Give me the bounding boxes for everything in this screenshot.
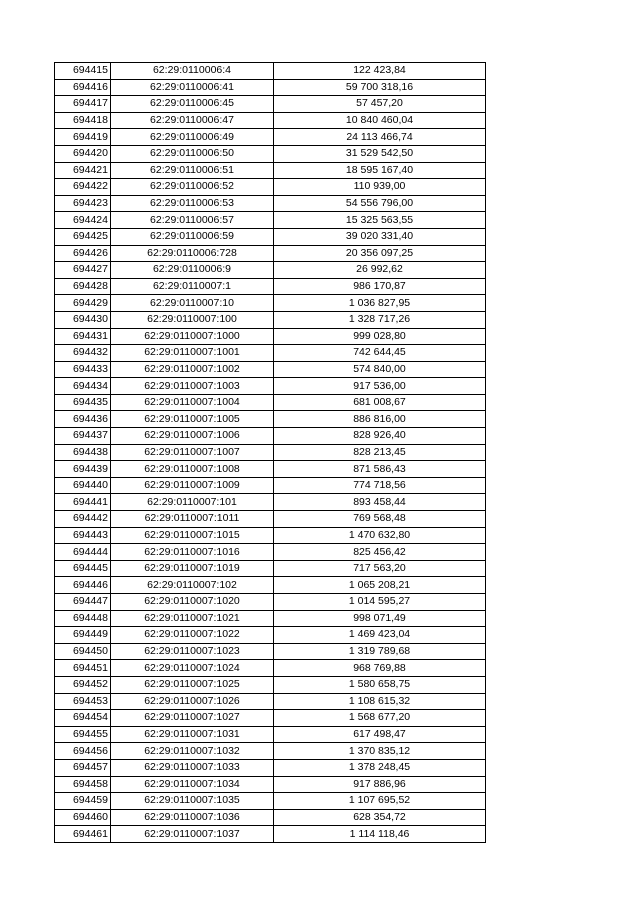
- value-cell: 717 563,20: [274, 560, 486, 577]
- value-cell: 998 071,49: [274, 610, 486, 627]
- value-cell: 1 328 717,26: [274, 311, 486, 328]
- row-id-cell: 694452: [55, 676, 111, 693]
- value-cell: 825 456,42: [274, 544, 486, 561]
- row-id-cell: 694443: [55, 527, 111, 544]
- value-cell: 574 840,00: [274, 361, 486, 378]
- cadastral-number-cell: 62:29:0110007:1025: [111, 676, 274, 693]
- row-id-cell: 694423: [55, 195, 111, 212]
- table-row: [55, 743, 486, 760]
- table-row: [55, 63, 486, 80]
- value-cell: 1 107 695,52: [274, 793, 486, 810]
- table-row: [55, 726, 486, 743]
- cadastral-number-cell: 62:29:0110007:1: [111, 278, 274, 295]
- row-id-cell: 694435: [55, 394, 111, 411]
- cadastral-number-cell: 62:29:0110006:45: [111, 96, 274, 113]
- value-cell: 1 014 595,27: [274, 594, 486, 611]
- cadastral-value-table: [54, 62, 486, 843]
- value-cell: 968 769,88: [274, 660, 486, 677]
- cadastral-number-cell: 62:29:0110007:1007: [111, 444, 274, 461]
- table-row: [55, 162, 486, 179]
- row-id-cell: 694453: [55, 693, 111, 710]
- cadastral-number-cell: 62:29:0110007:102: [111, 577, 274, 594]
- cadastral-number-cell: 62:29:0110007:1034: [111, 776, 274, 793]
- table-row: [55, 378, 486, 395]
- value-cell: 774 718,56: [274, 477, 486, 494]
- row-id-cell: 694449: [55, 627, 111, 644]
- value-cell: 57 457,20: [274, 96, 486, 113]
- value-cell: 18 595 167,40: [274, 162, 486, 179]
- table-row: [55, 411, 486, 428]
- value-cell: 886 816,00: [274, 411, 486, 428]
- row-id-cell: 694444: [55, 544, 111, 561]
- cadastral-number-cell: 62:29:0110007:1022: [111, 627, 274, 644]
- table-row: [55, 112, 486, 129]
- cadastral-number-cell: 62:29:0110007:1016: [111, 544, 274, 561]
- table-row: [55, 444, 486, 461]
- row-id-cell: 694424: [55, 212, 111, 229]
- cadastral-number-cell: 62:29:0110007:1031: [111, 726, 274, 743]
- cadastral-number-cell: 62:29:0110007:1019: [111, 560, 274, 577]
- row-id-cell: 694417: [55, 96, 111, 113]
- row-id-cell: 694437: [55, 428, 111, 445]
- table-body: [55, 63, 486, 843]
- value-cell: 1 470 632,80: [274, 527, 486, 544]
- table-row: [55, 627, 486, 644]
- table-row: [55, 129, 486, 146]
- table-row: [55, 793, 486, 810]
- value-cell: 1 319 789,68: [274, 643, 486, 660]
- table-row: [55, 527, 486, 544]
- row-id-cell: 694458: [55, 776, 111, 793]
- cadastral-number-cell: 62:29:0110007:1021: [111, 610, 274, 627]
- row-id-cell: 694456: [55, 743, 111, 760]
- row-id-cell: 694420: [55, 145, 111, 162]
- table-row: [55, 511, 486, 528]
- table-row: [55, 594, 486, 611]
- table-row: [55, 262, 486, 279]
- value-cell: 110 939,00: [274, 179, 486, 196]
- row-id-cell: 694428: [55, 278, 111, 295]
- table-row: [55, 560, 486, 577]
- value-cell: 39 020 331,40: [274, 228, 486, 245]
- document-page: [54, 62, 486, 843]
- cadastral-number-cell: 62:29:0110007:1036: [111, 809, 274, 826]
- value-cell: 54 556 796,00: [274, 195, 486, 212]
- value-cell: 893 458,44: [274, 494, 486, 511]
- table-row: [55, 228, 486, 245]
- cadastral-number-cell: 62:29:0110007:1005: [111, 411, 274, 428]
- table-row: [55, 96, 486, 113]
- table-row: [55, 428, 486, 445]
- value-cell: 1 114 118,46: [274, 826, 486, 843]
- row-id-cell: 694451: [55, 660, 111, 677]
- table-row: [55, 676, 486, 693]
- row-id-cell: 694425: [55, 228, 111, 245]
- table-row: [55, 759, 486, 776]
- cadastral-number-cell: 62:29:0110007:1020: [111, 594, 274, 611]
- cadastral-number-cell: 62:29:0110006:728: [111, 245, 274, 262]
- value-cell: 628 354,72: [274, 809, 486, 826]
- value-cell: 1 370 835,12: [274, 743, 486, 760]
- row-id-cell: 694442: [55, 511, 111, 528]
- cadastral-number-cell: 62:29:0110007:10: [111, 295, 274, 312]
- cadastral-number-cell: 62:29:0110007:1027: [111, 710, 274, 727]
- table-row: [55, 361, 486, 378]
- row-id-cell: 694446: [55, 577, 111, 594]
- cadastral-number-cell: 62:29:0110007:100: [111, 311, 274, 328]
- cadastral-number-cell: 62:29:0110007:1008: [111, 461, 274, 478]
- cadastral-number-cell: 62:29:0110006:41: [111, 79, 274, 96]
- row-id-cell: 694436: [55, 411, 111, 428]
- table-row: [55, 477, 486, 494]
- table-row: [55, 776, 486, 793]
- row-id-cell: 694459: [55, 793, 111, 810]
- cadastral-number-cell: 62:29:0110006:57: [111, 212, 274, 229]
- cadastral-number-cell: 62:29:0110007:1026: [111, 693, 274, 710]
- row-id-cell: 694455: [55, 726, 111, 743]
- value-cell: 742 644,45: [274, 345, 486, 362]
- row-id-cell: 694434: [55, 378, 111, 395]
- cadastral-number-cell: 62:29:0110007:1003: [111, 378, 274, 395]
- table-row: [55, 79, 486, 96]
- table-row: [55, 328, 486, 345]
- value-cell: 26 992,62: [274, 262, 486, 279]
- value-cell: 828 926,40: [274, 428, 486, 445]
- cadastral-number-cell: 62:29:0110006:4: [111, 63, 274, 80]
- value-cell: 986 170,87: [274, 278, 486, 295]
- value-cell: 31 529 542,50: [274, 145, 486, 162]
- row-id-cell: 694438: [55, 444, 111, 461]
- row-id-cell: 694421: [55, 162, 111, 179]
- row-id-cell: 694448: [55, 610, 111, 627]
- row-id-cell: 694454: [55, 710, 111, 727]
- cadastral-number-cell: 62:29:0110006:59: [111, 228, 274, 245]
- table-row: [55, 577, 486, 594]
- value-cell: 15 325 563,55: [274, 212, 486, 229]
- row-id-cell: 694429: [55, 295, 111, 312]
- cadastral-number-cell: 62:29:0110007:1015: [111, 527, 274, 544]
- table-row: [55, 494, 486, 511]
- table-row: [55, 826, 486, 843]
- cadastral-number-cell: 62:29:0110007:1035: [111, 793, 274, 810]
- cadastral-number-cell: 62:29:0110006:50: [111, 145, 274, 162]
- value-cell: 1 580 658,75: [274, 676, 486, 693]
- row-id-cell: 694461: [55, 826, 111, 843]
- cadastral-number-cell: 62:29:0110007:1004: [111, 394, 274, 411]
- table-row: [55, 212, 486, 229]
- cadastral-number-cell: 62:29:0110007:1009: [111, 477, 274, 494]
- row-id-cell: 694439: [55, 461, 111, 478]
- row-id-cell: 694418: [55, 112, 111, 129]
- value-cell: 1 108 615,32: [274, 693, 486, 710]
- value-cell: 1 036 827,95: [274, 295, 486, 312]
- table-row: [55, 345, 486, 362]
- row-id-cell: 694450: [55, 643, 111, 660]
- row-id-cell: 694441: [55, 494, 111, 511]
- value-cell: 769 568,48: [274, 511, 486, 528]
- row-id-cell: 694433: [55, 361, 111, 378]
- value-cell: 681 008,67: [274, 394, 486, 411]
- row-id-cell: 694427: [55, 262, 111, 279]
- value-cell: 1 378 248,45: [274, 759, 486, 776]
- row-id-cell: 694415: [55, 63, 111, 80]
- table-row: [55, 278, 486, 295]
- cadastral-number-cell: 62:29:0110007:1000: [111, 328, 274, 345]
- cadastral-number-cell: 62:29:0110007:1002: [111, 361, 274, 378]
- table-row: [55, 394, 486, 411]
- value-cell: 10 840 460,04: [274, 112, 486, 129]
- cadastral-number-cell: 62:29:0110006:49: [111, 129, 274, 146]
- table-row: [55, 461, 486, 478]
- cadastral-number-cell: 62:29:0110006:47: [111, 112, 274, 129]
- table-row: [55, 710, 486, 727]
- row-id-cell: 694430: [55, 311, 111, 328]
- value-cell: 122 423,84: [274, 63, 486, 80]
- table-row: [55, 195, 486, 212]
- cadastral-number-cell: 62:29:0110006:51: [111, 162, 274, 179]
- value-cell: 20 356 097,25: [274, 245, 486, 262]
- row-id-cell: 694445: [55, 560, 111, 577]
- table-row: [55, 660, 486, 677]
- table-row: [55, 643, 486, 660]
- cadastral-number-cell: 62:29:0110007:101: [111, 494, 274, 511]
- cadastral-number-cell: 62:29:0110007:1006: [111, 428, 274, 445]
- row-id-cell: 694416: [55, 79, 111, 96]
- row-id-cell: 694419: [55, 129, 111, 146]
- value-cell: 917 886,96: [274, 776, 486, 793]
- value-cell: 828 213,45: [274, 444, 486, 461]
- row-id-cell: 694432: [55, 345, 111, 362]
- value-cell: 59 700 318,16: [274, 79, 486, 96]
- table-row: [55, 544, 486, 561]
- cadastral-number-cell: 62:29:0110007:1011: [111, 511, 274, 528]
- row-id-cell: 694431: [55, 328, 111, 345]
- cadastral-number-cell: 62:29:0110006:9: [111, 262, 274, 279]
- value-cell: 1 065 208,21: [274, 577, 486, 594]
- table-row: [55, 179, 486, 196]
- cadastral-number-cell: 62:29:0110007:1024: [111, 660, 274, 677]
- cadastral-number-cell: 62:29:0110007:1001: [111, 345, 274, 362]
- value-cell: 917 536,00: [274, 378, 486, 395]
- table-row: [55, 693, 486, 710]
- table-row: [55, 145, 486, 162]
- value-cell: 617 498,47: [274, 726, 486, 743]
- table-row: [55, 610, 486, 627]
- cadastral-number-cell: 62:29:0110007:1023: [111, 643, 274, 660]
- table-row: [55, 295, 486, 312]
- cadastral-number-cell: 62:29:0110007:1033: [111, 759, 274, 776]
- cadastral-number-cell: 62:29:0110007:1037: [111, 826, 274, 843]
- value-cell: 24 113 466,74: [274, 129, 486, 146]
- value-cell: 1 568 677,20: [274, 710, 486, 727]
- cadastral-number-cell: 62:29:0110007:1032: [111, 743, 274, 760]
- value-cell: 871 586,43: [274, 461, 486, 478]
- row-id-cell: 694440: [55, 477, 111, 494]
- row-id-cell: 694447: [55, 594, 111, 611]
- row-id-cell: 694422: [55, 179, 111, 196]
- table-row: [55, 311, 486, 328]
- table-row: [55, 809, 486, 826]
- value-cell: 1 469 423,04: [274, 627, 486, 644]
- cadastral-number-cell: 62:29:0110006:52: [111, 179, 274, 196]
- value-cell: 999 028,80: [274, 328, 486, 345]
- row-id-cell: 694457: [55, 759, 111, 776]
- table-row: [55, 245, 486, 262]
- row-id-cell: 694426: [55, 245, 111, 262]
- cadastral-number-cell: 62:29:0110006:53: [111, 195, 274, 212]
- row-id-cell: 694460: [55, 809, 111, 826]
